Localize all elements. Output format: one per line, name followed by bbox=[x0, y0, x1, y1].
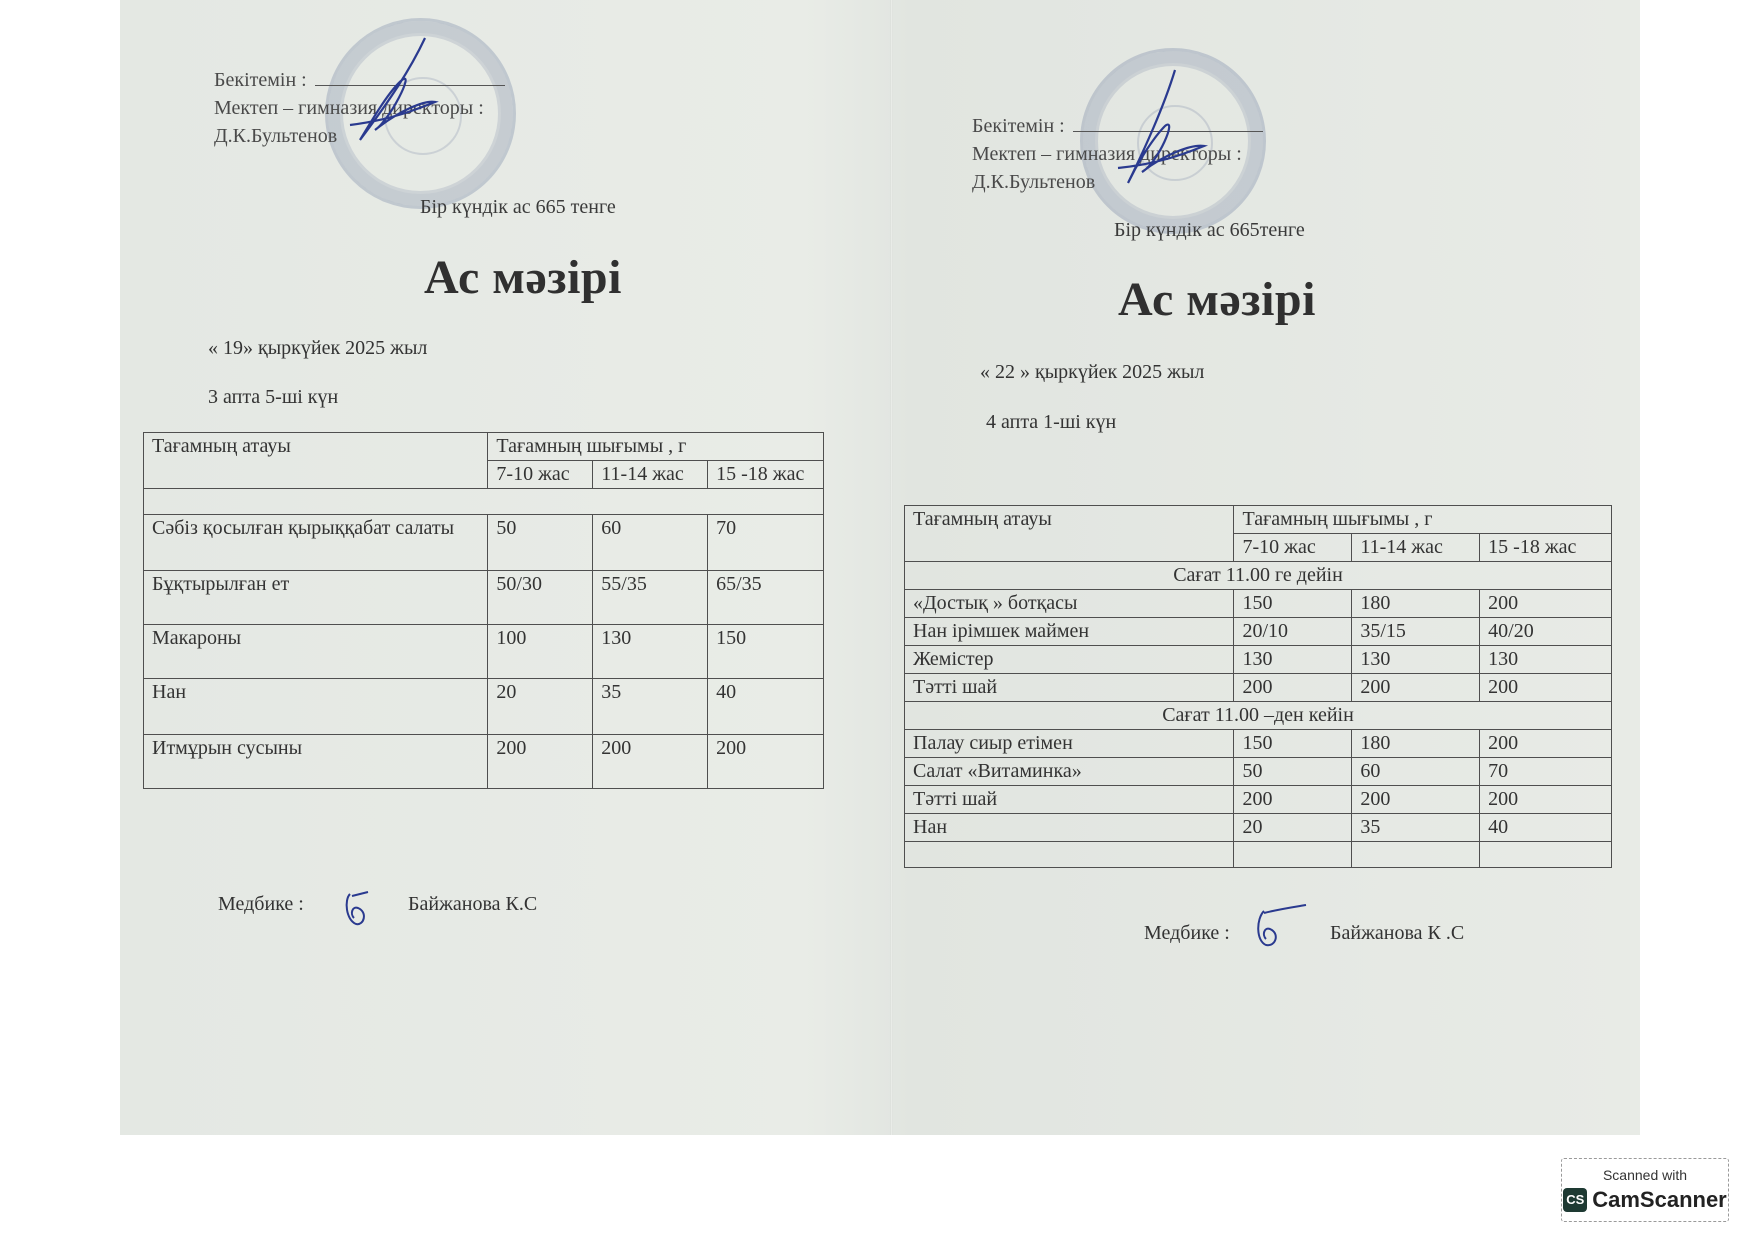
left-nurse-signature bbox=[342, 890, 372, 930]
right-header-yield: Тағамның шығымы , г bbox=[1234, 506, 1612, 534]
yield-11-14: 35 bbox=[593, 679, 708, 735]
right-section-before-11: Сағат 11.00 ге дейін bbox=[905, 562, 1612, 590]
table-row bbox=[905, 758, 1612, 786]
dish-name: Нан bbox=[144, 679, 488, 735]
right-nurse-name: Байжанова К .С bbox=[1330, 922, 1465, 944]
yield-7-10: 20 bbox=[1234, 814, 1352, 842]
left-director-name: Д.К.Бультенов bbox=[214, 125, 338, 147]
right-menu-table bbox=[904, 505, 1612, 868]
table-row bbox=[905, 786, 1612, 814]
left-director-signature bbox=[330, 30, 450, 150]
yield-15-18: 65/35 bbox=[708, 571, 824, 625]
yield-15-18: 40 bbox=[708, 679, 824, 735]
dish-name: Палау сиыр етімен bbox=[905, 730, 1234, 758]
table-row bbox=[144, 735, 824, 789]
right-nurse-signature bbox=[1250, 905, 1310, 950]
right-header-dish: Тағамның атауы bbox=[905, 506, 1234, 562]
table-row bbox=[905, 674, 1612, 702]
right-menu-date: « 22 » қыркүйек 2025 жыл bbox=[980, 361, 1205, 383]
right-approve-label: Бекітемін : bbox=[972, 115, 1065, 137]
yield-11-14: 130 bbox=[1352, 646, 1480, 674]
table-row bbox=[905, 590, 1612, 618]
yield-15-18: 70 bbox=[1480, 758, 1612, 786]
dish-name: Сәбіз қосылған қырыққабат салаты bbox=[144, 515, 488, 571]
yield-15-18: 150 bbox=[708, 625, 824, 679]
left-daily-cost: Бір күндік ас 665 тенге bbox=[420, 196, 616, 218]
yield-7-10: 200 bbox=[488, 735, 593, 789]
left-director-label: Мектеп – гимназия директоры : bbox=[214, 97, 484, 119]
camscanner-watermark bbox=[1561, 1158, 1729, 1222]
yield-11-14: 60 bbox=[593, 515, 708, 571]
right-nurse-label: Медбике : bbox=[1144, 922, 1230, 944]
camscanner-logo-icon: CS bbox=[1563, 1188, 1587, 1212]
right-empty-row bbox=[905, 842, 1612, 868]
right-age-7-10: 7-10 жас bbox=[1234, 534, 1352, 562]
yield-11-14: 130 bbox=[593, 625, 708, 679]
right-section-after-11: Сағат 11.00 –ден кейін bbox=[905, 702, 1612, 730]
dish-name: Макароны bbox=[144, 625, 488, 679]
table-row bbox=[144, 571, 824, 625]
yield-7-10: 50 bbox=[1234, 758, 1352, 786]
right-menu-title: Ас мәзірі bbox=[1118, 273, 1316, 326]
left-week-day: 3 апта 5-ші күн bbox=[208, 386, 339, 408]
left-age-15-18: 15 -18 жас bbox=[708, 461, 824, 489]
yield-7-10: 150 bbox=[1234, 730, 1352, 758]
dish-name: Салат «Витаминка» bbox=[905, 758, 1234, 786]
yield-15-18: 200 bbox=[1480, 590, 1612, 618]
yield-15-18: 130 bbox=[1480, 646, 1612, 674]
left-age-7-10: 7-10 жас bbox=[488, 461, 593, 489]
yield-11-14: 200 bbox=[593, 735, 708, 789]
left-header-dish: Тағамның атауы bbox=[144, 433, 488, 489]
right-age-15-18: 15 -18 жас bbox=[1480, 534, 1612, 562]
right-daily-cost: Бір күндік ас 665тенге bbox=[1114, 219, 1305, 241]
table-row bbox=[905, 646, 1612, 674]
yield-7-10: 50 bbox=[488, 515, 593, 571]
yield-15-18: 40/20 bbox=[1480, 618, 1612, 646]
yield-7-10: 100 bbox=[488, 625, 593, 679]
dish-name: Итмұрын сусыны bbox=[144, 735, 488, 789]
dish-name: Нан ірімшек маймен bbox=[905, 618, 1234, 646]
dish-name: Жемістер bbox=[905, 646, 1234, 674]
yield-11-14: 180 bbox=[1352, 590, 1480, 618]
yield-15-18: 40 bbox=[1480, 814, 1612, 842]
right-director-label: Мектеп – гимназия директоры : bbox=[972, 143, 1242, 165]
dish-name: Нан bbox=[905, 814, 1234, 842]
scanned-with-text: Scanned with bbox=[1602, 1167, 1688, 1183]
left-menu-date: « 19» қыркүйек 2025 жыл bbox=[208, 337, 428, 359]
table-row bbox=[144, 625, 824, 679]
left-approve-label: Бекітемін : bbox=[214, 69, 307, 91]
yield-11-14: 200 bbox=[1352, 786, 1480, 814]
yield-11-14: 60 bbox=[1352, 758, 1480, 786]
right-director-name: Д.К.Бультенов bbox=[972, 171, 1096, 193]
yield-7-10: 20 bbox=[488, 679, 593, 735]
yield-11-14: 55/35 bbox=[593, 571, 708, 625]
right-director-signature bbox=[1100, 68, 1220, 188]
yield-15-18: 200 bbox=[708, 735, 824, 789]
yield-7-10: 150 bbox=[1234, 590, 1352, 618]
left-nurse-label: Медбике : bbox=[218, 893, 304, 915]
dish-name: Бұқтырылған ет bbox=[144, 571, 488, 625]
yield-11-14: 180 bbox=[1352, 730, 1480, 758]
yield-7-10: 50/30 bbox=[488, 571, 593, 625]
table-row bbox=[144, 515, 824, 571]
yield-7-10: 200 bbox=[1234, 786, 1352, 814]
table-row bbox=[905, 814, 1612, 842]
camscanner-brand: CamScanner bbox=[1592, 1187, 1727, 1212]
yield-15-18: 200 bbox=[1480, 674, 1612, 702]
yield-11-14: 35 bbox=[1352, 814, 1480, 842]
right-age-11-14: 11-14 жас bbox=[1352, 534, 1480, 562]
yield-11-14: 35/15 bbox=[1352, 618, 1480, 646]
left-age-11-14: 11-14 жас bbox=[593, 461, 708, 489]
table-row bbox=[905, 730, 1612, 758]
left-menu-table bbox=[143, 432, 824, 789]
left-empty-row bbox=[144, 489, 824, 515]
dish-name: Тәтті шай bbox=[905, 674, 1234, 702]
dish-name: «Достық » ботқасы bbox=[905, 590, 1234, 618]
yield-11-14: 200 bbox=[1352, 674, 1480, 702]
yield-15-18: 70 bbox=[708, 515, 824, 571]
page-fold bbox=[890, 0, 893, 1135]
yield-7-10: 20/10 bbox=[1234, 618, 1352, 646]
table-row bbox=[144, 679, 824, 735]
left-menu-title: Ас мәзірі bbox=[424, 251, 622, 304]
yield-15-18: 200 bbox=[1480, 730, 1612, 758]
left-header-yield: Тағамның шығымы , г bbox=[488, 433, 824, 461]
table-row bbox=[905, 618, 1612, 646]
yield-7-10: 200 bbox=[1234, 674, 1352, 702]
yield-7-10: 130 bbox=[1234, 646, 1352, 674]
left-nurse-name: Байжанова К.С bbox=[408, 893, 538, 915]
yield-15-18: 200 bbox=[1480, 786, 1612, 814]
dish-name: Тәтті шай bbox=[905, 786, 1234, 814]
right-week-day: 4 апта 1-ші күн bbox=[986, 411, 1117, 433]
